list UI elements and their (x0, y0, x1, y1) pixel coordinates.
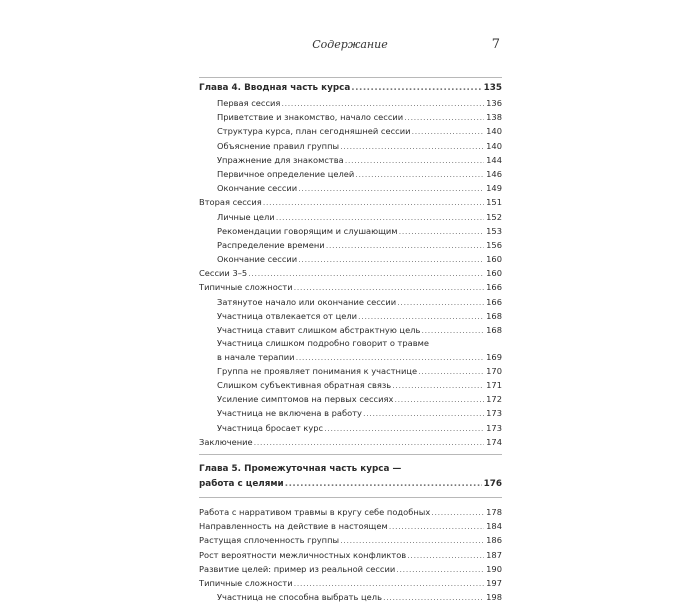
toc-page: 174 (486, 436, 502, 447)
toc-chapter-5-line1[interactable] (199, 462, 502, 477)
toc-entry[interactable] (199, 280, 502, 294)
dot-leader (254, 435, 485, 449)
toc-entry-label: Распределение времени (217, 239, 325, 250)
toc-entry[interactable] (199, 548, 502, 562)
toc-page: 138 (486, 112, 502, 123)
dot-leader (326, 238, 484, 252)
toc-page: 166 (486, 296, 502, 307)
dot-leader (294, 576, 485, 590)
dot-leader (383, 590, 484, 604)
toc-entry[interactable] (199, 406, 502, 420)
toc-entry-label: Структура курса, план сегодняшней сессии (217, 126, 411, 137)
toc-entry[interactable] (199, 195, 502, 209)
dot-leader (396, 562, 484, 576)
toc-entry[interactable] (199, 238, 502, 252)
toc-page: 140 (486, 126, 502, 137)
toc-entry-label: Сессии 3–5 (199, 268, 248, 279)
toc-page: 178 (486, 507, 502, 517)
toc-entry-label: Рекомендации говорящим и слушающим (217, 225, 398, 236)
toc-page: 135 (483, 83, 502, 93)
toc-entry-label: Направленность на действие в настоящем (199, 521, 388, 532)
toc-entry-label: Окончание сессии (217, 183, 298, 194)
toc-entry[interactable] (199, 181, 502, 195)
toc-page: 168 (486, 310, 502, 321)
toc-entry[interactable] (199, 96, 502, 110)
toc-entry[interactable] (199, 590, 502, 604)
toc-entry[interactable] (199, 505, 502, 519)
toc-entry-label: Объяснение правил группы (217, 140, 340, 151)
toc-entry[interactable] (199, 392, 502, 406)
toc-page: 176 (483, 479, 502, 489)
toc-entry[interactable] (199, 364, 502, 378)
toc-page: 140 (486, 140, 502, 151)
toc-page: 153 (486, 225, 502, 236)
toc-page: 197 (486, 577, 502, 588)
toc-page: 198 (486, 592, 502, 603)
dot-leader (397, 295, 484, 309)
toc-entry[interactable] (199, 421, 502, 435)
toc-page: 169 (486, 351, 502, 362)
toc-page: 151 (486, 197, 502, 208)
toc-entry[interactable] (199, 110, 502, 124)
dot-leader (351, 81, 481, 96)
dot-leader (345, 153, 484, 167)
toc-page: 136 (486, 98, 502, 108)
toc-entry[interactable] (199, 139, 502, 153)
toc-chapter-title: Глава 5. Промежуточная часть курса — (199, 464, 402, 474)
toc-entry-label: Растущая сплоченность группы (199, 535, 340, 546)
toc-entry-label: Работа с нарративом травмы в кругу себе подобных (199, 507, 431, 517)
dot-leader (263, 195, 484, 209)
toc-entry-label: Рост вероятности межличностных конфликтов (199, 549, 407, 560)
toc-entry[interactable] (199, 124, 502, 138)
dot-leader (294, 280, 485, 294)
dot-leader (296, 350, 485, 364)
toc-entry[interactable] (199, 519, 502, 533)
toc-page: 168 (486, 325, 502, 335)
toc-page: 173 (486, 408, 502, 419)
toc-chapter-4[interactable] (199, 81, 502, 96)
toc-chapter-title: Глава 4. Вводная часть курса (199, 83, 351, 93)
running-title: Содержание (312, 38, 388, 51)
dot-leader (276, 210, 484, 224)
dot-leader (421, 323, 484, 337)
dot-leader (340, 139, 484, 153)
toc-entry-label: Вторая сессия (199, 197, 262, 208)
toc-page: 190 (486, 563, 502, 574)
toc-entry-label: Усиление симптомов на первых сессиях (217, 394, 394, 405)
toc-entry-label: Группа не проявляет понимания к участнице (217, 365, 418, 376)
toc-entry-wrapped-line[interactable] (199, 337, 502, 350)
divider (199, 497, 502, 498)
toc-entry[interactable] (199, 224, 502, 238)
toc-page: 170 (486, 365, 502, 376)
toc-page: 186 (486, 535, 502, 546)
dot-leader (358, 309, 484, 323)
toc-entry[interactable] (199, 350, 502, 364)
dot-leader (431, 505, 484, 519)
toc-entry[interactable] (199, 210, 502, 224)
dot-leader (404, 110, 484, 124)
toc-entry[interactable] (199, 378, 502, 392)
dot-leader (324, 421, 484, 435)
toc-entry[interactable] (199, 323, 502, 337)
toc-entry-label: Участница ставит слишком абстрактную цель (217, 325, 421, 335)
toc-entry-label: Слишком субъективная обратная связь (217, 380, 392, 391)
dot-leader (418, 364, 484, 378)
toc-page: 173 (486, 422, 502, 433)
dot-leader (363, 406, 484, 420)
toc-page: 184 (486, 521, 502, 532)
toc-entry-label-continued: в начале терапии (217, 351, 295, 362)
toc-entry-label: Первая сессия (217, 98, 281, 108)
toc-entry-label: Личные цели (217, 211, 275, 222)
toc-entry-label: Заключение (199, 436, 253, 447)
dot-leader (407, 548, 484, 562)
dot-leader (412, 124, 485, 138)
divider (199, 77, 502, 78)
toc-page: 144 (486, 154, 502, 165)
toc-page: 156 (486, 239, 502, 250)
toc-entry-label: Участница не включена в работу (217, 408, 362, 419)
dot-leader (389, 519, 484, 533)
toc-page: 152 (486, 211, 502, 222)
toc-entry[interactable] (199, 266, 502, 280)
dot-leader (298, 252, 484, 266)
dot-leader (392, 378, 484, 392)
dot-leader (248, 266, 484, 280)
toc-entry[interactable] (199, 562, 502, 576)
toc-entry-label: Первичное определение целей (217, 168, 355, 179)
toc-entry-label: Типичные сложности (199, 282, 293, 293)
toc-entry-label: Участница не способна выбрать цель (217, 592, 382, 603)
dot-leader (298, 181, 484, 195)
toc-page: 160 (486, 268, 502, 279)
dot-leader (281, 96, 484, 110)
dot-leader (285, 477, 482, 492)
toc-entry-label: Затянутое начало или окончание сессии (217, 296, 397, 307)
toc-entry-label: Приветствие и знакомство, начало сессии (217, 112, 404, 123)
toc-chapter-title-continued: работа с целями (199, 479, 284, 489)
toc-page: 166 (486, 282, 502, 293)
toc-page: 146 (486, 168, 502, 179)
dot-leader (355, 167, 484, 181)
toc-entry[interactable] (199, 295, 502, 309)
dot-leader (340, 533, 484, 547)
toc-entry[interactable] (199, 252, 502, 266)
toc-entry[interactable] (199, 153, 502, 167)
toc-entry-label: Типичные сложности (199, 577, 293, 588)
toc-page: 187 (486, 549, 502, 560)
dot-leader (394, 392, 484, 406)
toc-entry-label: Участница слишком подробно говорит о травме (217, 338, 429, 349)
toc-page: 171 (486, 380, 502, 391)
divider (199, 454, 502, 455)
toc-entry-label: Участница отвлекается от цели (217, 310, 358, 321)
toc-entry[interactable] (199, 309, 502, 323)
running-head (200, 38, 500, 56)
table-of-contents (199, 77, 502, 604)
toc-chapter-5[interactable] (199, 477, 502, 492)
toc-entry-label: Развитие целей: пример из реальной сессии (199, 563, 396, 574)
toc-entry[interactable] (199, 167, 502, 181)
toc-page: 172 (486, 394, 502, 405)
toc-entry-label: Окончание сессии (217, 254, 298, 265)
toc-entry[interactable] (199, 533, 502, 547)
page-number: 7 (491, 37, 500, 52)
toc-entry[interactable] (199, 435, 502, 449)
toc-entry-label: Упражнение для знакомства (217, 154, 344, 165)
toc-entry-label: Участница бросает курс (217, 422, 324, 433)
dot-leader (399, 224, 485, 238)
toc-page: 149 (486, 183, 502, 194)
toc-page: 160 (486, 254, 502, 265)
toc-entry[interactable] (199, 576, 502, 590)
